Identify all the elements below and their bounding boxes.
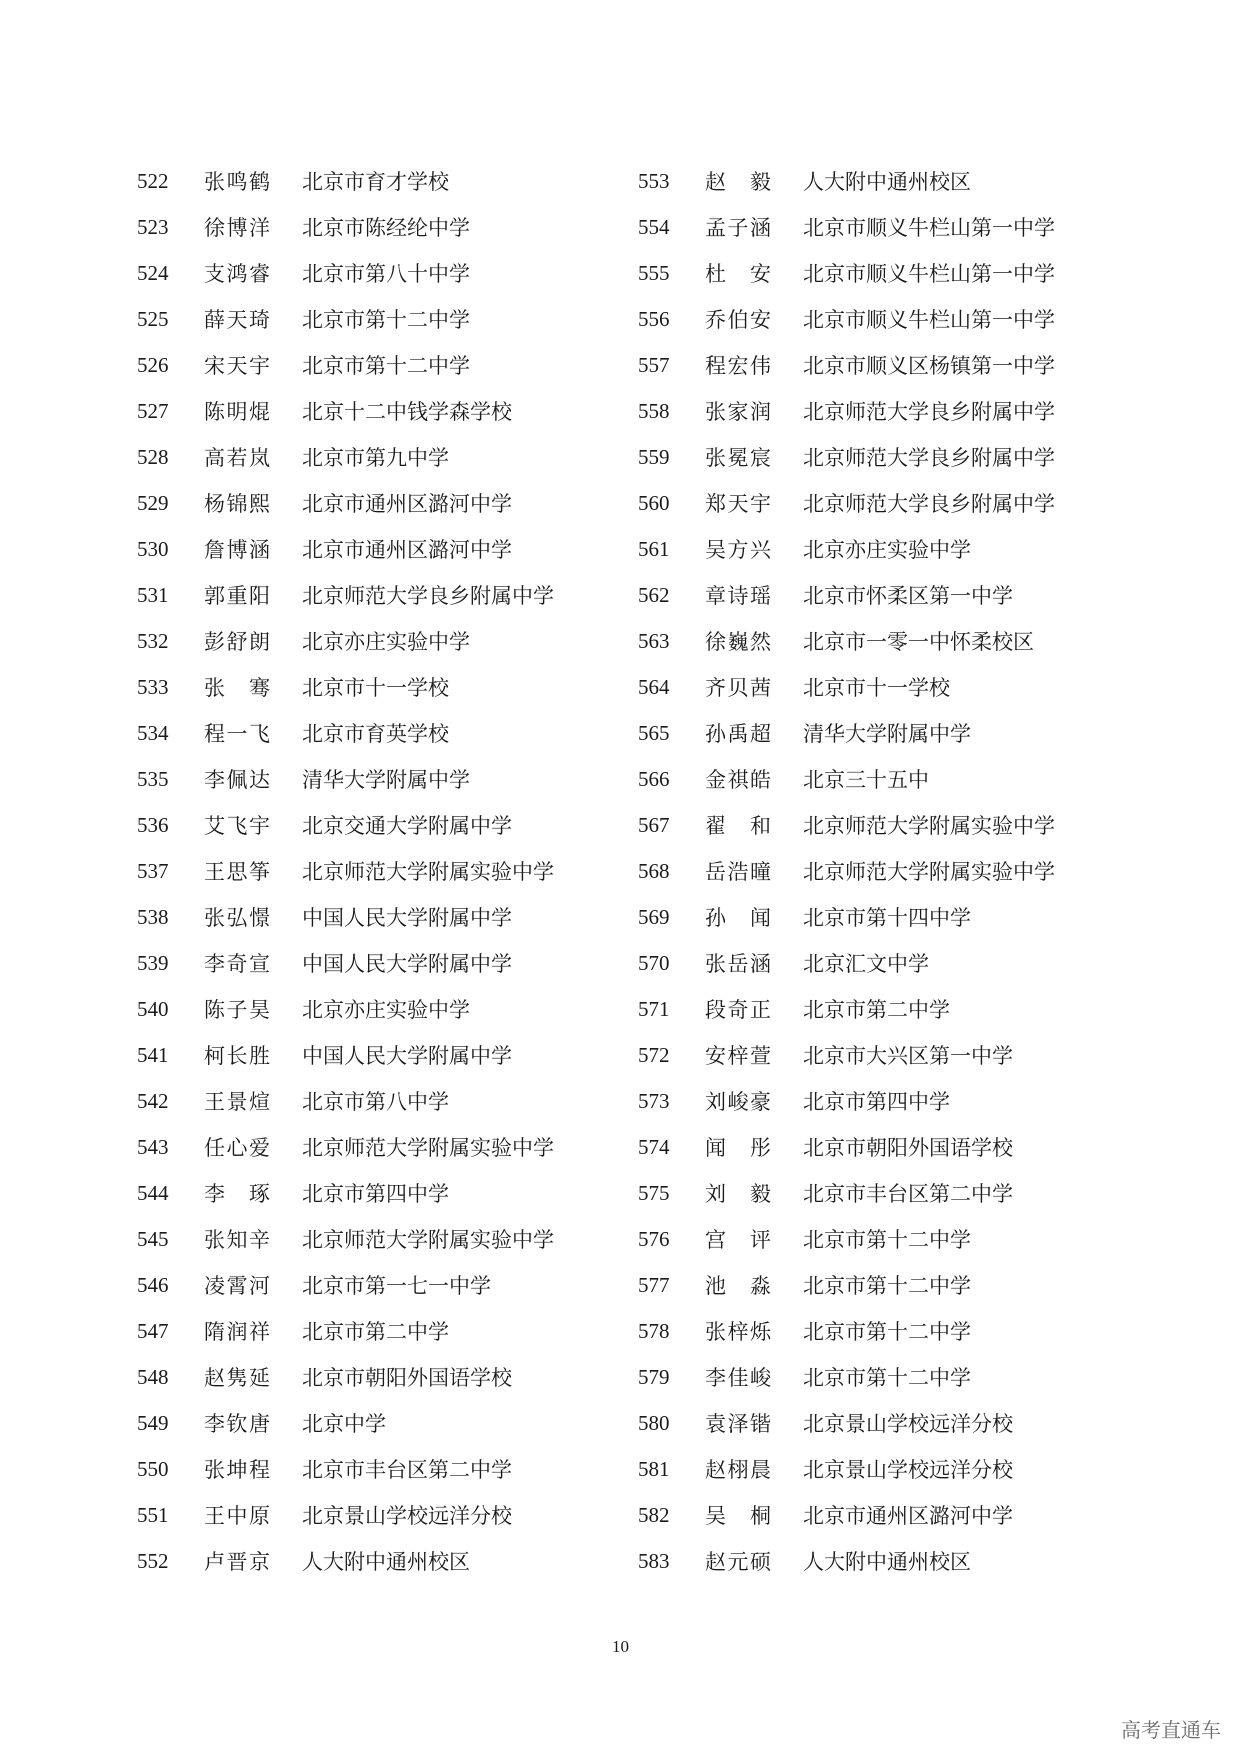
student-name: 刘峻豪 [705, 1090, 771, 1114]
school-name: 北京市第八中学 [302, 1090, 449, 1114]
rank-number: 544 [137, 1180, 169, 1205]
list-item [638, 342, 1055, 388]
student-name: 郭重阳 [204, 584, 270, 608]
student-name: 李佳峻 [705, 1366, 771, 1390]
school-name: 北京市第十二中学 [803, 1228, 971, 1252]
rank-number: 523 [137, 214, 169, 239]
school-name: 北京市第十二中学 [302, 308, 470, 332]
list-item [137, 480, 554, 526]
student-name: 郑天宇 [705, 492, 771, 516]
rank-number: 524 [137, 260, 169, 285]
student-name: 孙 闻 [705, 906, 771, 930]
list-item [137, 940, 554, 986]
rank-number: 536 [137, 812, 169, 837]
school-name: 北京市顺义区杨镇第一中学 [803, 354, 1055, 378]
student-name: 张鸣鹤 [204, 170, 270, 194]
rank-number: 537 [137, 858, 169, 883]
rank-number: 548 [137, 1364, 169, 1389]
school-name: 北京市第四中学 [302, 1182, 449, 1206]
student-name: 李佩达 [204, 768, 270, 792]
school-name: 北京市育才学校 [302, 170, 449, 194]
school-name: 北京市第一七一中学 [302, 1274, 491, 1298]
list-item [137, 526, 554, 572]
list-item [638, 940, 1055, 986]
list-item [638, 1446, 1055, 1492]
rank-number: 557 [638, 352, 670, 377]
rank-number: 549 [137, 1410, 169, 1435]
watermark-text: 高考直通车 [1121, 1718, 1221, 1742]
list-item [137, 1492, 554, 1538]
school-name: 北京市第十二中学 [803, 1366, 971, 1390]
rank-number: 533 [137, 674, 169, 699]
list-item [638, 388, 1055, 434]
student-name: 吴方兴 [705, 538, 771, 562]
student-name: 张弘憬 [204, 906, 270, 930]
list-item [638, 1216, 1055, 1262]
student-name: 张冕宸 [705, 446, 771, 470]
list-item [137, 618, 554, 664]
school-name: 北京市十一学校 [302, 676, 449, 700]
student-name: 赵栩晨 [705, 1458, 771, 1482]
rank-number: 529 [137, 490, 169, 515]
school-name: 北京市第十二中学 [803, 1320, 971, 1344]
rank-number: 531 [137, 582, 169, 607]
student-name: 宫 评 [705, 1228, 771, 1252]
school-name: 北京市一零一中怀柔校区 [803, 630, 1034, 654]
rank-number: 542 [137, 1088, 169, 1113]
list-item [638, 526, 1055, 572]
list-item [638, 204, 1055, 250]
rank-number: 564 [638, 674, 670, 699]
student-name: 高若岚 [204, 446, 270, 470]
list-item [137, 1032, 554, 1078]
list-item [638, 894, 1055, 940]
rank-number: 565 [638, 720, 670, 745]
student-name: 赵元硕 [705, 1550, 771, 1574]
student-name: 徐巍然 [705, 630, 771, 654]
list-item [137, 388, 554, 434]
student-name: 孟子涵 [705, 216, 771, 240]
rank-number: 522 [137, 168, 169, 193]
school-name: 北京师范大学良乡附属中学 [803, 446, 1055, 470]
school-name: 中国人民大学附属中学 [302, 906, 512, 930]
list-item [638, 1170, 1055, 1216]
rank-number: 545 [137, 1226, 169, 1251]
list-item [137, 986, 554, 1032]
list-item [638, 756, 1055, 802]
school-name: 北京市大兴区第一中学 [803, 1044, 1013, 1068]
rank-number: 547 [137, 1318, 169, 1343]
school-name: 北京市十一学校 [803, 676, 950, 700]
student-name: 张知辛 [204, 1228, 270, 1252]
school-name: 北京中学 [302, 1412, 386, 1436]
student-name: 刘 毅 [705, 1182, 771, 1206]
student-name: 张岳涵 [705, 952, 771, 976]
rank-number: 574 [638, 1134, 670, 1159]
student-name: 陈子昊 [204, 998, 270, 1022]
student-name: 齐贝茜 [705, 676, 771, 700]
rank-number: 578 [638, 1318, 670, 1343]
rank-number: 567 [638, 812, 670, 837]
list-item [638, 1124, 1055, 1170]
student-name: 孙禹超 [705, 722, 771, 746]
list-item [638, 480, 1055, 526]
list-item [638, 250, 1055, 296]
school-name: 北京师范大学良乡附属中学 [803, 400, 1055, 424]
rank-number: 572 [638, 1042, 670, 1067]
school-name: 北京十二中钱学森学校 [302, 400, 512, 424]
list-item [638, 618, 1055, 664]
rank-number: 552 [137, 1548, 169, 1573]
student-name: 凌霄河 [204, 1274, 270, 1298]
rank-number: 556 [638, 306, 670, 331]
list-item [137, 1216, 554, 1262]
student-name: 支鸿睿 [204, 262, 270, 286]
list-item [137, 1078, 554, 1124]
student-name: 张家润 [705, 400, 771, 424]
student-name: 陈明焜 [204, 400, 270, 424]
school-name: 北京亦庄实验中学 [803, 538, 971, 562]
rank-number: 543 [137, 1134, 169, 1159]
student-name: 岳浩曈 [705, 860, 771, 884]
school-name: 北京师范大学附属实验中学 [803, 860, 1055, 884]
list-item [638, 1308, 1055, 1354]
school-name: 清华大学附属中学 [803, 722, 971, 746]
list-item [638, 1262, 1055, 1308]
school-name: 北京交通大学附属中学 [302, 814, 512, 838]
student-name: 徐博洋 [204, 216, 270, 240]
school-name: 北京汇文中学 [803, 952, 929, 976]
rank-number: 534 [137, 720, 169, 745]
list-item [137, 664, 554, 710]
rank-number: 580 [638, 1410, 670, 1435]
rank-number: 570 [638, 950, 670, 975]
student-name: 袁泽锴 [705, 1412, 771, 1436]
list-item [638, 1078, 1055, 1124]
student-name: 柯长胜 [204, 1044, 270, 1068]
student-name: 段奇正 [705, 998, 771, 1022]
list-item [638, 1400, 1055, 1446]
list-item [638, 710, 1055, 756]
school-name: 北京市丰台区第二中学 [803, 1182, 1013, 1206]
school-name: 北京师范大学附属实验中学 [302, 860, 554, 884]
school-name: 北京市第十二中学 [803, 1274, 971, 1298]
right-column [638, 158, 1055, 1584]
school-name: 北京师范大学良乡附属中学 [302, 584, 554, 608]
rank-number: 550 [137, 1456, 169, 1481]
rank-number: 566 [638, 766, 670, 791]
student-name: 乔伯安 [705, 308, 771, 332]
school-name: 北京师范大学附属实验中学 [302, 1136, 554, 1160]
student-name: 彭舒朗 [204, 630, 270, 654]
student-name: 王思筝 [204, 860, 270, 884]
rank-number: 540 [137, 996, 169, 1021]
student-name: 王景煊 [204, 1090, 270, 1114]
rank-number: 539 [137, 950, 169, 975]
student-name: 张梓烁 [705, 1320, 771, 1344]
list-item [638, 802, 1055, 848]
school-name: 中国人民大学附属中学 [302, 952, 512, 976]
list-item [137, 802, 554, 848]
student-name: 赵隽延 [204, 1366, 270, 1390]
list-item [638, 572, 1055, 618]
list-item [137, 894, 554, 940]
list-item [137, 1400, 554, 1446]
student-name: 王中原 [204, 1504, 270, 1528]
school-name: 北京市第二中学 [302, 1320, 449, 1344]
list-item [638, 1492, 1055, 1538]
list-item [137, 848, 554, 894]
rank-number: 526 [137, 352, 169, 377]
rank-number: 527 [137, 398, 169, 423]
rank-number: 553 [638, 168, 670, 193]
rank-number: 555 [638, 260, 670, 285]
list-item [638, 1032, 1055, 1078]
school-name: 中国人民大学附属中学 [302, 1044, 512, 1068]
rank-number: 554 [638, 214, 670, 239]
school-name: 北京市顺义牛栏山第一中学 [803, 262, 1055, 286]
rank-number: 535 [137, 766, 169, 791]
school-name: 人大附中通州校区 [803, 1550, 971, 1574]
student-name: 艾飞宇 [204, 814, 270, 838]
school-name: 北京市通州区潞河中学 [803, 1504, 1013, 1528]
student-name: 隋润祥 [204, 1320, 270, 1344]
student-name: 杨锦熙 [204, 492, 270, 516]
school-name: 北京市第八十中学 [302, 262, 470, 286]
school-name: 北京市怀柔区第一中学 [803, 584, 1013, 608]
list-item [638, 1354, 1055, 1400]
left-column [137, 158, 554, 1584]
list-item [137, 1538, 554, 1584]
list-item [638, 986, 1055, 1032]
school-name: 北京师范大学附属实验中学 [803, 814, 1055, 838]
rank-number: 530 [137, 536, 169, 561]
school-name: 北京市陈经纶中学 [302, 216, 470, 240]
student-name: 杜 安 [705, 262, 771, 286]
rank-number: 575 [638, 1180, 670, 1205]
rank-number: 576 [638, 1226, 670, 1251]
student-name: 任心爱 [204, 1136, 270, 1160]
list-item [137, 1262, 554, 1308]
rank-number: 579 [638, 1364, 670, 1389]
student-name: 李奇宣 [204, 952, 270, 976]
rank-number: 532 [137, 628, 169, 653]
student-name: 赵 毅 [705, 170, 771, 194]
list-item [137, 158, 554, 204]
rank-number: 562 [638, 582, 670, 607]
student-name: 张坤程 [204, 1458, 270, 1482]
school-name: 北京市丰台区第二中学 [302, 1458, 512, 1482]
list-item [137, 756, 554, 802]
student-name: 薛天琦 [204, 308, 270, 332]
student-name: 翟 和 [705, 814, 771, 838]
school-name: 北京市第十四中学 [803, 906, 971, 930]
school-name: 北京三十五中 [803, 768, 929, 792]
school-name: 北京景山学校远洋分校 [302, 1504, 512, 1528]
list-item [137, 1170, 554, 1216]
rank-number: 573 [638, 1088, 670, 1113]
list-item [638, 296, 1055, 342]
school-name: 北京亦庄实验中学 [302, 630, 470, 654]
rank-number: 558 [638, 398, 670, 423]
rank-number: 525 [137, 306, 169, 331]
school-name: 北京市顺义牛栏山第一中学 [803, 216, 1055, 240]
school-name: 清华大学附属中学 [302, 768, 470, 792]
rank-number: 569 [638, 904, 670, 929]
rank-number: 577 [638, 1272, 670, 1297]
school-name: 北京市通州区潞河中学 [302, 492, 512, 516]
rank-number: 560 [638, 490, 670, 515]
student-name: 金祺皓 [705, 768, 771, 792]
student-name: 卢晋京 [204, 1550, 270, 1574]
list-item [638, 434, 1055, 480]
student-name: 闻 彤 [705, 1136, 771, 1160]
school-name: 北京亦庄实验中学 [302, 998, 470, 1022]
list-item [137, 434, 554, 480]
rank-number: 581 [638, 1456, 670, 1481]
school-name: 人大附中通州校区 [302, 1550, 470, 1574]
rank-number: 538 [137, 904, 169, 929]
list-item [638, 664, 1055, 710]
student-name: 詹博涵 [204, 538, 270, 562]
school-name: 北京市第九中学 [302, 446, 449, 470]
list-item [137, 572, 554, 618]
student-name: 宋天宇 [204, 354, 270, 378]
rank-number: 568 [638, 858, 670, 883]
list-item [638, 1538, 1055, 1584]
student-name: 李钦唐 [204, 1412, 270, 1436]
list-item [137, 342, 554, 388]
student-name: 池 淼 [705, 1274, 771, 1298]
rank-number: 563 [638, 628, 670, 653]
list-item [137, 296, 554, 342]
school-name: 北京市通州区潞河中学 [302, 538, 512, 562]
school-name: 北京市育英学校 [302, 722, 449, 746]
list-item [137, 1446, 554, 1492]
student-name: 程宏伟 [705, 354, 771, 378]
school-name: 北京景山学校远洋分校 [803, 1412, 1013, 1436]
page-number: 10 [612, 1637, 629, 1656]
student-name: 章诗瑶 [705, 584, 771, 608]
rank-number: 559 [638, 444, 670, 469]
school-name: 北京市第二中学 [803, 998, 950, 1022]
rank-number: 571 [638, 996, 670, 1021]
school-name: 北京市朝阳外国语学校 [302, 1366, 512, 1390]
list-item [137, 710, 554, 756]
rank-number: 583 [638, 1548, 670, 1573]
list-item [137, 1124, 554, 1170]
rank-number: 528 [137, 444, 169, 469]
rank-number: 582 [638, 1502, 670, 1527]
school-name: 北京师范大学附属实验中学 [302, 1228, 554, 1252]
student-name: 张 骞 [204, 676, 270, 700]
school-name: 北京师范大学良乡附属中学 [803, 492, 1055, 516]
rank-number: 561 [638, 536, 670, 561]
list-item [137, 204, 554, 250]
rank-number: 541 [137, 1042, 169, 1067]
school-name: 北京景山学校远洋分校 [803, 1458, 1013, 1482]
school-name: 北京市第四中学 [803, 1090, 950, 1114]
school-name: 北京市第十二中学 [302, 354, 470, 378]
student-name: 程一飞 [204, 722, 270, 746]
list-item [137, 1354, 554, 1400]
school-name: 人大附中通州校区 [803, 170, 971, 194]
list-item [638, 848, 1055, 894]
student-name: 李 琢 [204, 1182, 270, 1206]
student-name: 吴 桐 [705, 1504, 771, 1528]
rank-number: 551 [137, 1502, 169, 1527]
list-item [638, 158, 1055, 204]
list-item [137, 250, 554, 296]
school-name: 北京市顺义牛栏山第一中学 [803, 308, 1055, 332]
student-name: 安梓萱 [705, 1044, 771, 1068]
school-name: 北京市朝阳外国语学校 [803, 1136, 1013, 1160]
rank-number: 546 [137, 1272, 169, 1297]
list-item [137, 1308, 554, 1354]
